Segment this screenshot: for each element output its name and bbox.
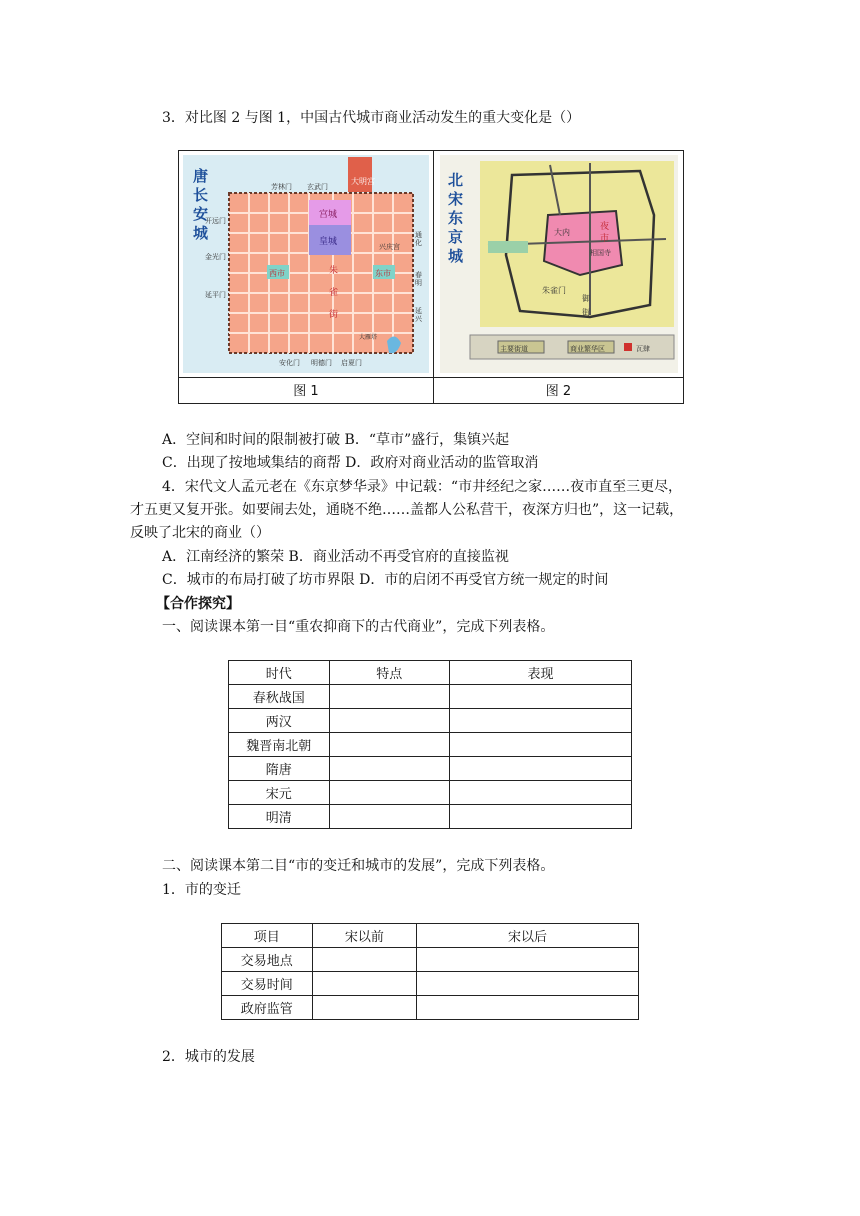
manifestation-cell[interactable] (449, 733, 631, 757)
q4-options-cd: C．城市的布局打破了坊市界限 D．市的启闭不再受官方统一规定的时间 (162, 572, 609, 588)
part2-sub2: 2．城市的发展 (162, 1049, 255, 1065)
q3-options-ab: A．空间和时间的限制被打破 B．“草市”盛行，集镇兴起 (162, 432, 510, 448)
header-before-song: 宋以前 (312, 924, 417, 948)
fig1-title-4: 城 (193, 224, 209, 242)
svg-text:宫城: 宫城 (319, 210, 338, 220)
svg-text:春: 春 (415, 271, 422, 279)
table-row (229, 733, 632, 757)
market-table-header (222, 924, 639, 948)
item-cell: 政府监管 (222, 996, 313, 1020)
table-row (229, 781, 632, 805)
manifestation-cell[interactable] (449, 781, 631, 805)
svg-text:商业繁华区: 商业繁华区 (570, 345, 605, 353)
era-table (228, 660, 632, 829)
before-cell[interactable] (312, 948, 417, 972)
figure-1-caption: 图 1 (293, 384, 319, 399)
table-row (229, 709, 632, 733)
fig1-title-3: 安 (193, 205, 209, 223)
header-item: 项目 (222, 924, 313, 948)
svg-text:西市: 西市 (269, 269, 285, 278)
section-heading: 【合作探究】 (156, 596, 240, 612)
feature-cell[interactable] (329, 781, 449, 805)
item-cell: 交易地点 (222, 948, 313, 972)
svg-text:开远门: 开远门 (205, 217, 226, 225)
fig1-title-2: 长 (193, 186, 209, 204)
q3-options-cd: C．出现了按地域集结的商帮 D．政府对商业活动的监管取消 (162, 455, 539, 471)
svg-text:兴庆宫: 兴庆宫 (379, 243, 400, 251)
tang-changan-map (183, 155, 429, 373)
svg-text:玄武门: 玄武门 (307, 183, 328, 191)
after-cell[interactable] (417, 972, 639, 996)
svg-text:皇城: 皇城 (319, 237, 338, 247)
feature-cell[interactable] (329, 685, 449, 709)
svg-text:启夏门: 启夏门 (341, 359, 362, 367)
fig2-title-4: 京 (448, 228, 464, 246)
table-row (222, 972, 639, 996)
part2-instruction: 二、阅读课本第二目“市的变迁和城市的发展”，完成下列表格。 (162, 858, 555, 874)
svg-text:金光门: 金光门 (205, 253, 226, 261)
figure-2-caption: 图 2 (545, 384, 572, 399)
header-feature: 特点 (329, 661, 449, 685)
part1-instruction: 一、阅读课本第一目“重农抑商下的古代商业”，完成下列表格。 (162, 619, 555, 635)
svg-text:相国寺: 相国寺 (590, 249, 611, 257)
era-cell: 宋元 (229, 781, 330, 805)
feature-cell[interactable] (329, 757, 449, 781)
canal (488, 241, 528, 253)
svg-text:安化门: 安化门 (279, 359, 300, 367)
q4-options-ab: A．江南经济的繁荣 B．商业活动不再受官府的直接监视 (162, 549, 509, 565)
feature-cell[interactable] (329, 805, 449, 829)
svg-text:通: 通 (415, 231, 422, 239)
header-era: 时代 (229, 661, 330, 685)
part2-sub1: 1．市的变迁 (162, 882, 241, 898)
svg-text:东市: 东市 (375, 269, 391, 278)
svg-text:夜: 夜 (600, 222, 610, 232)
fig1-title-1: 唐 (193, 167, 209, 185)
before-cell[interactable] (312, 996, 417, 1020)
manifestation-cell[interactable] (449, 805, 631, 829)
svg-text:延: 延 (415, 307, 422, 315)
svg-text:明德门: 明德门 (311, 359, 332, 367)
q4-line-3: 反映了北宋的商业（） (130, 525, 270, 541)
manifestation-cell[interactable] (449, 685, 631, 709)
table-row (222, 948, 639, 972)
after-cell[interactable] (417, 996, 639, 1020)
svg-text:雀: 雀 (329, 288, 339, 298)
svg-text:延平门: 延平门 (205, 291, 226, 299)
era-cell: 隋唐 (229, 757, 330, 781)
svg-text:大明宫: 大明宫 (351, 177, 375, 186)
svg-text:大雁塔: 大雁塔 (359, 334, 378, 341)
before-cell[interactable] (312, 972, 417, 996)
item-cell: 交易时间 (222, 972, 313, 996)
table-row (229, 685, 632, 709)
after-cell[interactable] (417, 948, 639, 972)
manifestation-cell[interactable] (449, 757, 631, 781)
svg-text:朱雀门: 朱雀门 (542, 286, 566, 295)
era-cell: 春秋战国 (229, 685, 330, 709)
table-row (222, 996, 639, 1020)
svg-text:市: 市 (600, 234, 610, 244)
market-change-table (221, 923, 639, 1020)
era-cell: 明清 (229, 805, 330, 829)
fig2-title-1: 北 (448, 171, 464, 189)
table-row (229, 757, 632, 781)
table-row (229, 805, 632, 829)
svg-text:街: 街 (329, 310, 339, 320)
manifestation-cell[interactable] (449, 709, 631, 733)
fig2-title-3: 东 (448, 209, 464, 227)
svg-text:兴: 兴 (415, 315, 422, 323)
feature-cell[interactable] (329, 709, 449, 733)
svg-text:化: 化 (415, 239, 422, 247)
svg-text:芳林门: 芳林门 (271, 183, 292, 191)
figure-table (178, 150, 684, 404)
era-cell: 两汉 (229, 709, 330, 733)
era-table-header (229, 661, 632, 685)
feature-cell[interactable] (329, 733, 449, 757)
svg-text:朱: 朱 (329, 266, 339, 276)
header-manifestation: 表现 (449, 661, 631, 685)
fig2-title-5: 城 (448, 247, 464, 265)
question-3: 3．对比图 2 与图 1，中国古代城市商业活动发生的重大变化是（） (162, 110, 581, 126)
svg-text:街: 街 (582, 308, 590, 317)
q4-line-2: 才五更又复开张。如要闹去处，通晓不绝……盖都人公私营干，夜深方归也”，这一记载， (130, 502, 684, 518)
svg-text:明: 明 (415, 279, 422, 287)
era-cell: 魏晋南北朝 (229, 733, 330, 757)
q4-line-1: 4．宋代文人孟元老在《东京梦华录》中记载：“市井经纪之家……夜市直至三更尽， (162, 479, 683, 495)
song-dongjing-map (440, 155, 678, 373)
daming-palace (348, 157, 372, 192)
svg-text:御: 御 (582, 294, 590, 303)
svg-text:瓦肆: 瓦肆 (636, 345, 650, 353)
header-after-song: 宋以后 (417, 924, 639, 948)
fig2-title-2: 宋 (448, 190, 464, 208)
svg-text:主要街道: 主要街道 (500, 345, 528, 353)
svg-text:大内: 大内 (554, 228, 570, 237)
